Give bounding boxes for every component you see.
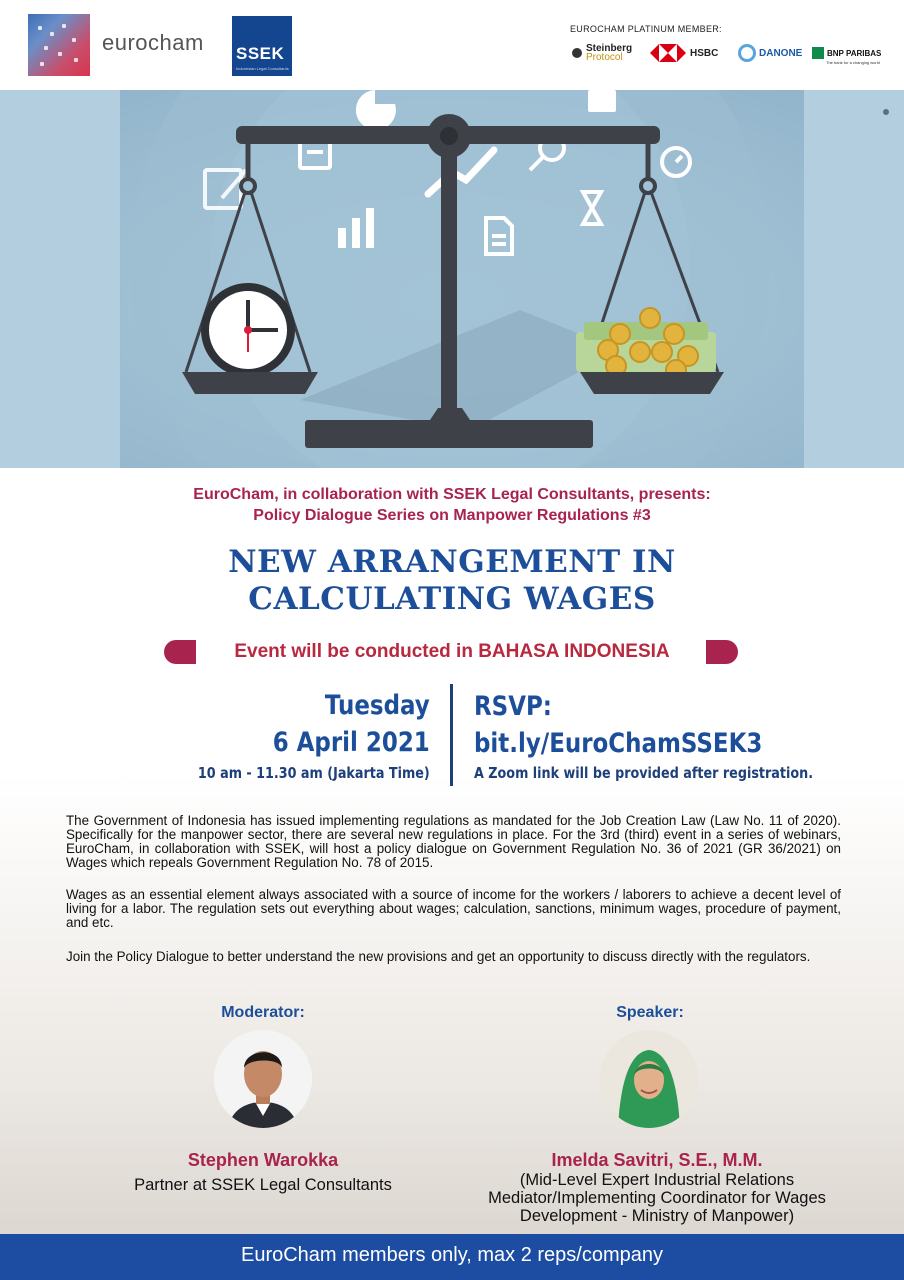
bnp-tagline: The bank for a changing world <box>826 60 880 65</box>
event-title-line-1: NEW ARRANGEMENT IN <box>228 544 676 580</box>
event-day: Tuesday <box>325 690 430 721</box>
language-notice: Event will be conducted in BAHASA INDONESIA <box>234 641 670 662</box>
event-title-line-2: CALCULATING WAGES <box>248 581 656 617</box>
footer-text: EuroCham members only, max 2 reps/company <box>240 1244 663 1266</box>
calculator-icon <box>588 90 616 112</box>
sponsor-steinberg <box>572 42 632 64</box>
event-details <box>0 468 904 1234</box>
ssek-logo <box>232 16 292 76</box>
event-title <box>0 544 904 618</box>
danone-name: DANONE <box>759 47 803 59</box>
hsbc-hexagon-icon <box>650 44 686 62</box>
ssek-logo-text: SSEK <box>236 44 285 63</box>
moderator-role-label: Moderator: <box>221 1004 305 1021</box>
description-paragraph-2: Wages as an essential element always associated with a source of income for the workers / laborers to achieve a decent level of living for a labor. The regulation sets out everything about wages; calculation, sanctions, minimum wages, procedure of payment, and etc. <box>66 887 841 930</box>
steinberg-sub: Protocol <box>586 52 623 63</box>
sponsor-danone <box>738 42 802 64</box>
moderator-title: Partner at SSEK Legal Consultants <box>134 1176 392 1194</box>
footer-bar <box>0 1234 904 1280</box>
hsbc-name: HSBC <box>690 47 719 59</box>
steinberg-name: Steinberg <box>586 43 633 54</box>
clock-icon <box>201 283 295 377</box>
eurocham-logo-icon <box>28 14 90 76</box>
speaker-avatar <box>600 1030 698 1128</box>
description-paragraph-3: Join the Policy Dialogue to better understand the new provisions and get an opportunity to discuss directly with the regulators. <box>66 949 811 964</box>
steinberg-logo-icon <box>572 48 582 58</box>
event-date: 6 April 2021 <box>272 727 430 758</box>
hero-illustration <box>0 90 904 468</box>
ssek-logo-tagline: Indonesian Legal Consultants <box>236 66 289 71</box>
date-block <box>157 688 430 784</box>
description-paragraph-1: The Government of Indonesia has issued implementing regulations as mandated for the Job Creation Law (Law No. 11 of 2020). Specifically for the manpower sector, there are several new regulations in place. For the 3rd (third) event in a series of webinars, EuroCham, in collaboration with SSEK, will host a policy dialogue on Government Regulation No. 36 of 2021 (GR 36/2021) on Wages which repeals Government Regulation No. 78 of 2015. <box>66 813 841 870</box>
rsvp-note: A Zoom link will be provided after registration. <box>474 764 814 782</box>
bnp-logo-icon <box>812 47 824 59</box>
moderator-name: Stephen Warokka <box>187 1150 339 1170</box>
presents-line-2: Policy Dialogue Series on Manpower Regulations #3 <box>253 507 651 524</box>
presents-heading <box>0 484 904 526</box>
rsvp-link[interactable]: bit.ly/EuroChamSSEK3 <box>474 728 763 759</box>
presents-line-1: EuroCham, in collaboration with SSEK Legal Consultants, presents: <box>193 486 711 503</box>
rsvp-block <box>474 688 873 784</box>
header <box>0 0 904 90</box>
event-time: 10 am - 11.30 am (Jakarta Time) <box>198 764 430 782</box>
platinum-member-title: EUROCHAM PLATINUM MEMBER: <box>570 24 722 34</box>
balance-scale-illustration <box>0 90 904 468</box>
eurocham-wordmark: eurocham <box>102 30 204 55</box>
rsvp-label: RSVP: <box>474 691 552 722</box>
sponsor-hsbc <box>650 42 718 64</box>
speaker-title: (Mid-Level Expert Industrial Relations Mediator/Implementing Coordinator for Wages Development - Ministry of Manpower) <box>488 1171 826 1225</box>
speaker-role-label: Speaker: <box>616 1004 684 1021</box>
date-rsvp-divider <box>450 684 453 786</box>
speaker-name: Imelda Savitri, S.E., M.M. <box>551 1150 763 1170</box>
moderator-avatar <box>214 1030 312 1128</box>
danone-logo-icon <box>738 44 756 62</box>
bnp-name: BNP PARIBAS <box>827 48 882 58</box>
language-notice-bar <box>0 638 904 666</box>
